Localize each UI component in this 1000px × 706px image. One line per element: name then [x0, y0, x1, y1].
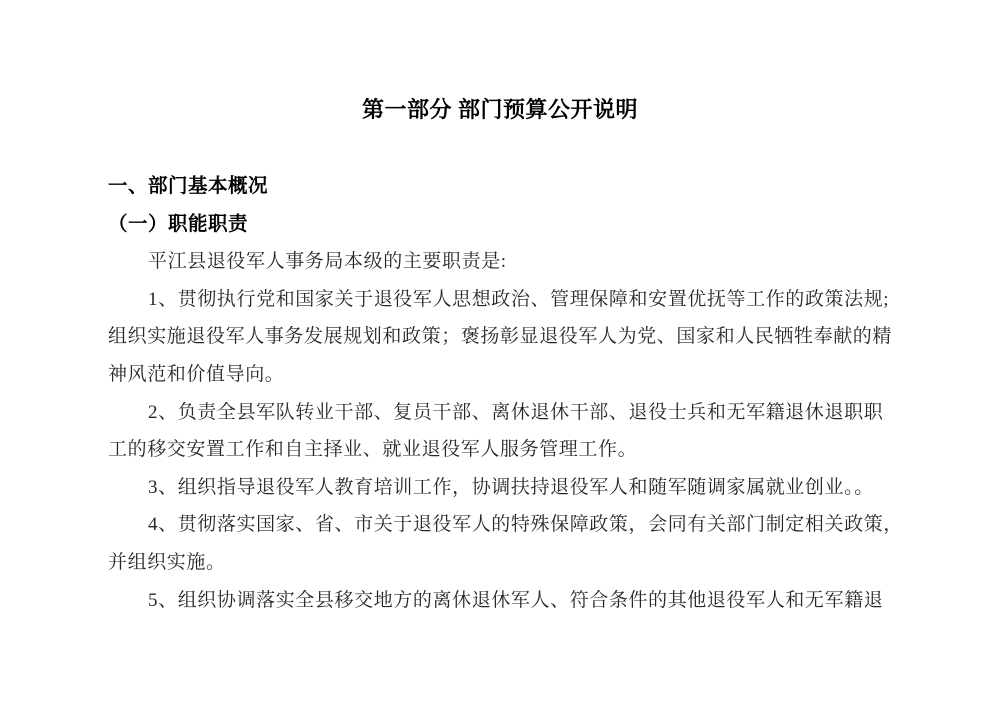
subsection-heading: （一）职能职责 [108, 212, 249, 235]
paragraph-line: 3、组织指导退役军人教育培训工作，协调扶持退役军人和随军随调家属就业创业。。 [148, 476, 874, 498]
section-heading: 一、部门基本概况 [108, 175, 269, 197]
paragraph-line: 1、贯彻执行党和国家关于退役军人思想政治、管理保障和安置优抚等工作的政策法规; [148, 288, 890, 310]
paragraph-line: 平江县退役军人事务局本级的主要职责是: [148, 251, 507, 273]
paragraph-list [108, 243, 903, 619]
document-body [108, 168, 903, 619]
paragraph-line: 5、组织协调落实全县移交地方的离休退休军人、符合条件的其他退役军人和无军籍退 [148, 589, 884, 611]
paragraph-line: 组织实施退役军人事务发展规划和政策；褒扬彰显退役军人为党、国家和人民牺牲奉献的精 [108, 326, 893, 348]
paragraph-line: 工的移交安置工作和自主择业、就业退役军人服务管理工作。 [108, 439, 638, 461]
paragraph-line: 并组织实施。 [108, 551, 226, 573]
paragraph-line: 神风范和价值导向。 [108, 363, 285, 385]
document-title: 第一部分 部门预算公开说明 [361, 97, 638, 122]
paragraph-line: 2、负责全县军队转业干部、复员干部、离休退休干部、退役士兵和无军籍退休退职职 [148, 401, 884, 423]
paragraph-line: 4、贯彻落实国家、省、市关于退役军人的特殊保障政策，会同有关部门制定相关政策， [148, 514, 903, 536]
